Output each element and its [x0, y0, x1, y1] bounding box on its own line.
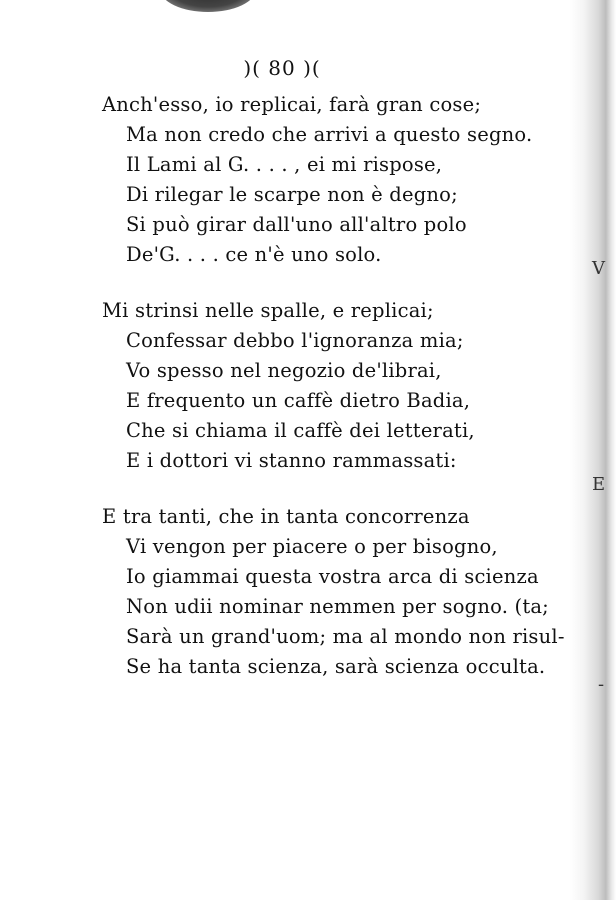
verse-line: De'G. . . . ce n'è uno solo.	[126, 243, 382, 266]
verse-line: Io giammai questa vostra arca di scienza	[126, 565, 539, 588]
verse-line: Mi strinsi nelle spalle, e replicai;	[102, 299, 434, 322]
verse-line: E tra tanti, che in tanta concorrenza	[102, 505, 470, 528]
verse-line: Sarà un grand'uom; ma al mondo non risul-	[126, 625, 565, 648]
adjacent-page-edge	[570, 0, 616, 900]
verse-line: E frequento un caffè dietro Badia,	[126, 389, 471, 412]
stanza-2	[102, 296, 572, 476]
adjacent-page-letter: V	[592, 258, 605, 279]
verse-line: Vo spesso nel negozio de'librai,	[126, 359, 442, 382]
verse-line: Si può girar dall'uno all'altro polo	[126, 213, 467, 236]
verse-line: Ma non credo che arrivi a questo segno.	[126, 123, 533, 146]
verse-line: Se ha tanta scienza, sarà scienza occulta.	[126, 655, 546, 678]
verse-line: Vi vengon per piacere o per bisogno,	[126, 535, 498, 558]
stanza-3	[102, 502, 572, 682]
verse-line: Di rilegar le scarpe non è degno;	[126, 183, 458, 206]
verse-line: Anch'esso, io replicai, farà gran cose;	[102, 93, 482, 116]
poem-body	[102, 90, 572, 708]
verse-line: Che si chiama il caffè dei letterati,	[126, 419, 475, 442]
page-number	[0, 56, 616, 80]
verse-line: E i dottori vi stanno rammassati:	[126, 449, 457, 472]
verse-line: Non udii nominar nemmen per sogno. (ta;	[126, 595, 549, 618]
adjacent-page-dash: -	[598, 674, 605, 695]
binding-hole-mark	[160, 0, 256, 12]
verse-line: Confessar debbo l'ignoranza mia;	[126, 329, 464, 352]
stanza-1	[102, 90, 572, 270]
page-number-text: )( 80 )(	[243, 56, 321, 80]
verse-line: Il Lami al G. . . . , ei mi rispose,	[126, 153, 443, 176]
adjacent-page-letter: E	[592, 474, 606, 495]
